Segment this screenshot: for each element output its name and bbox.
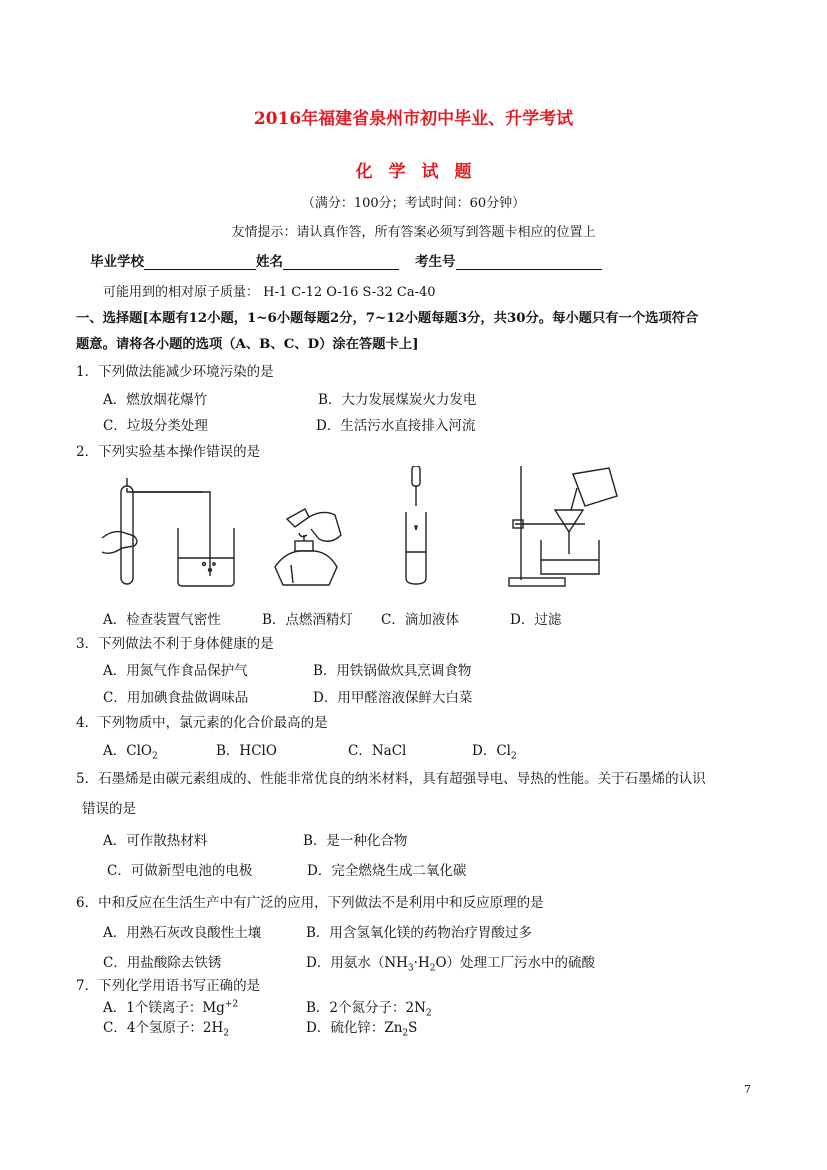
school-label: 毕业学校: [90, 254, 144, 270]
name-field[interactable]: [283, 255, 399, 270]
score-time: （满分：100分；考试时间：60分钟）: [301, 196, 526, 211]
q2-option-d: D．过滤: [510, 612, 562, 628]
filtration-figure: [505, 466, 620, 588]
q4-option-c: C．NaCl: [348, 743, 407, 759]
q6-option-b: B．用含氢氧化镁的药物治疗胃酸过多: [306, 925, 532, 941]
q7-stem: 7．下列化学用语书写正确的是: [76, 978, 261, 994]
school-field[interactable]: [144, 255, 256, 270]
q5-stem-line2: 错误的是: [82, 801, 136, 817]
exam-subtitle: 化学试题: [355, 162, 488, 182]
q4-option-a: A．ClO$_2$: [103, 743, 158, 762]
candidate-info-row: [90, 250, 602, 270]
name-label: 姓名: [256, 254, 283, 270]
airtightness-check-figure: [100, 478, 240, 590]
section-heading-line1: 一、选择题[本题有12小题，1~6小题每题2分，7~12小题每题3分，共30分。每小题只有一个选项符合: [76, 311, 699, 326]
q3-option-c: C．用加碘食盐做调味品: [103, 690, 249, 706]
q7-option-d: D．硫化锌：$Zn_2S$: [306, 1020, 418, 1039]
q1-option-c: C．垃圾分类处理: [103, 418, 208, 434]
q5-option-b: B．是一种化合物: [303, 833, 408, 849]
q5-option-d: D．完全燃烧生成二氧化碳: [307, 863, 467, 879]
q4-option-b: B．HClO: [216, 743, 277, 759]
q2-option-b: B．点燃酒精灯: [262, 612, 353, 628]
q3-stem: 3．下列做法不利于身体健康的是: [76, 636, 274, 652]
dropper-figure: [400, 466, 432, 588]
exam-title: 2016年福建省泉州市初中毕业、升学考试: [253, 109, 574, 129]
q6-option-a: A．用熟石灰改良酸性土壤: [103, 925, 262, 941]
q3-option-a: A．用氮气作食品保护气: [103, 663, 248, 679]
q1-option-b: B．大力发展煤炭火力发电: [318, 392, 477, 408]
q3-option-b: B．用铁锅做炊具烹调食物: [313, 663, 472, 679]
section-heading-line2: 题意。请将各小题的选项（A、B、C、D）涂在答题卡上]: [76, 337, 419, 352]
q2-option-a: A．检查装置气密性: [103, 612, 221, 628]
q4-option-d: D．$Cl_2$: [472, 743, 517, 762]
q1-option-a: A．燃放烟花爆竹: [103, 392, 208, 408]
q7-option-b: B．2个氮分子：$2N_2$: [306, 1000, 432, 1019]
q5-option-a: A．可作散热材料: [103, 833, 208, 849]
q2-option-c: C．滴加液体: [381, 612, 459, 628]
q7-option-c: C．4个氢原子：$2H_2$: [103, 1020, 230, 1039]
q2-stem: 2．下列实验基本操作错误的是: [76, 444, 261, 460]
atomic-masses: 可能用到的相对原子质量： H-1 C-12 O-16 S-32 Ca-40: [103, 285, 436, 300]
exam-no-label: 考生号: [415, 254, 456, 270]
q4-stem: 4．下列物质中，氯元素的化合价最高的是: [76, 715, 328, 731]
alcohol-lamp-figure: [265, 505, 350, 593]
q3-option-d: D．用甲醛溶液保鲜大白菜: [313, 690, 473, 706]
exam-no-field[interactable]: [456, 255, 602, 270]
q6-option-c: C．用盐酸除去铁锈: [103, 955, 222, 971]
page-number: 7: [744, 1083, 751, 1096]
q1-option-d: D．生活污水直接排入河流: [316, 418, 476, 434]
friendly-tip: 友情提示：请认真作答，所有答案必须写到答题卡相应的位置上: [231, 225, 596, 240]
q7-option-a: A．1个镁离子：$Mg^{+2}$: [103, 999, 239, 1016]
q6-stem: 6．中和反应在生活生产中有广泛的应用，下列做法不是利用中和反应原理的是: [76, 895, 544, 911]
q6-option-d: D．用氨水$(NH_3\cdot H_2O)$处理工厂污水中的硫酸: [306, 955, 596, 974]
q5-option-c: C．可做新型电池的电极: [107, 863, 253, 879]
q5-stem-line1: 5．石墨烯是由碳元素组成的、性能非常优良的纳米材料，具有超强导电、导热的性能。关于石墨烯的认识: [76, 771, 706, 787]
q1-stem: 1．下列做法能减少环境污染的是: [76, 364, 274, 380]
